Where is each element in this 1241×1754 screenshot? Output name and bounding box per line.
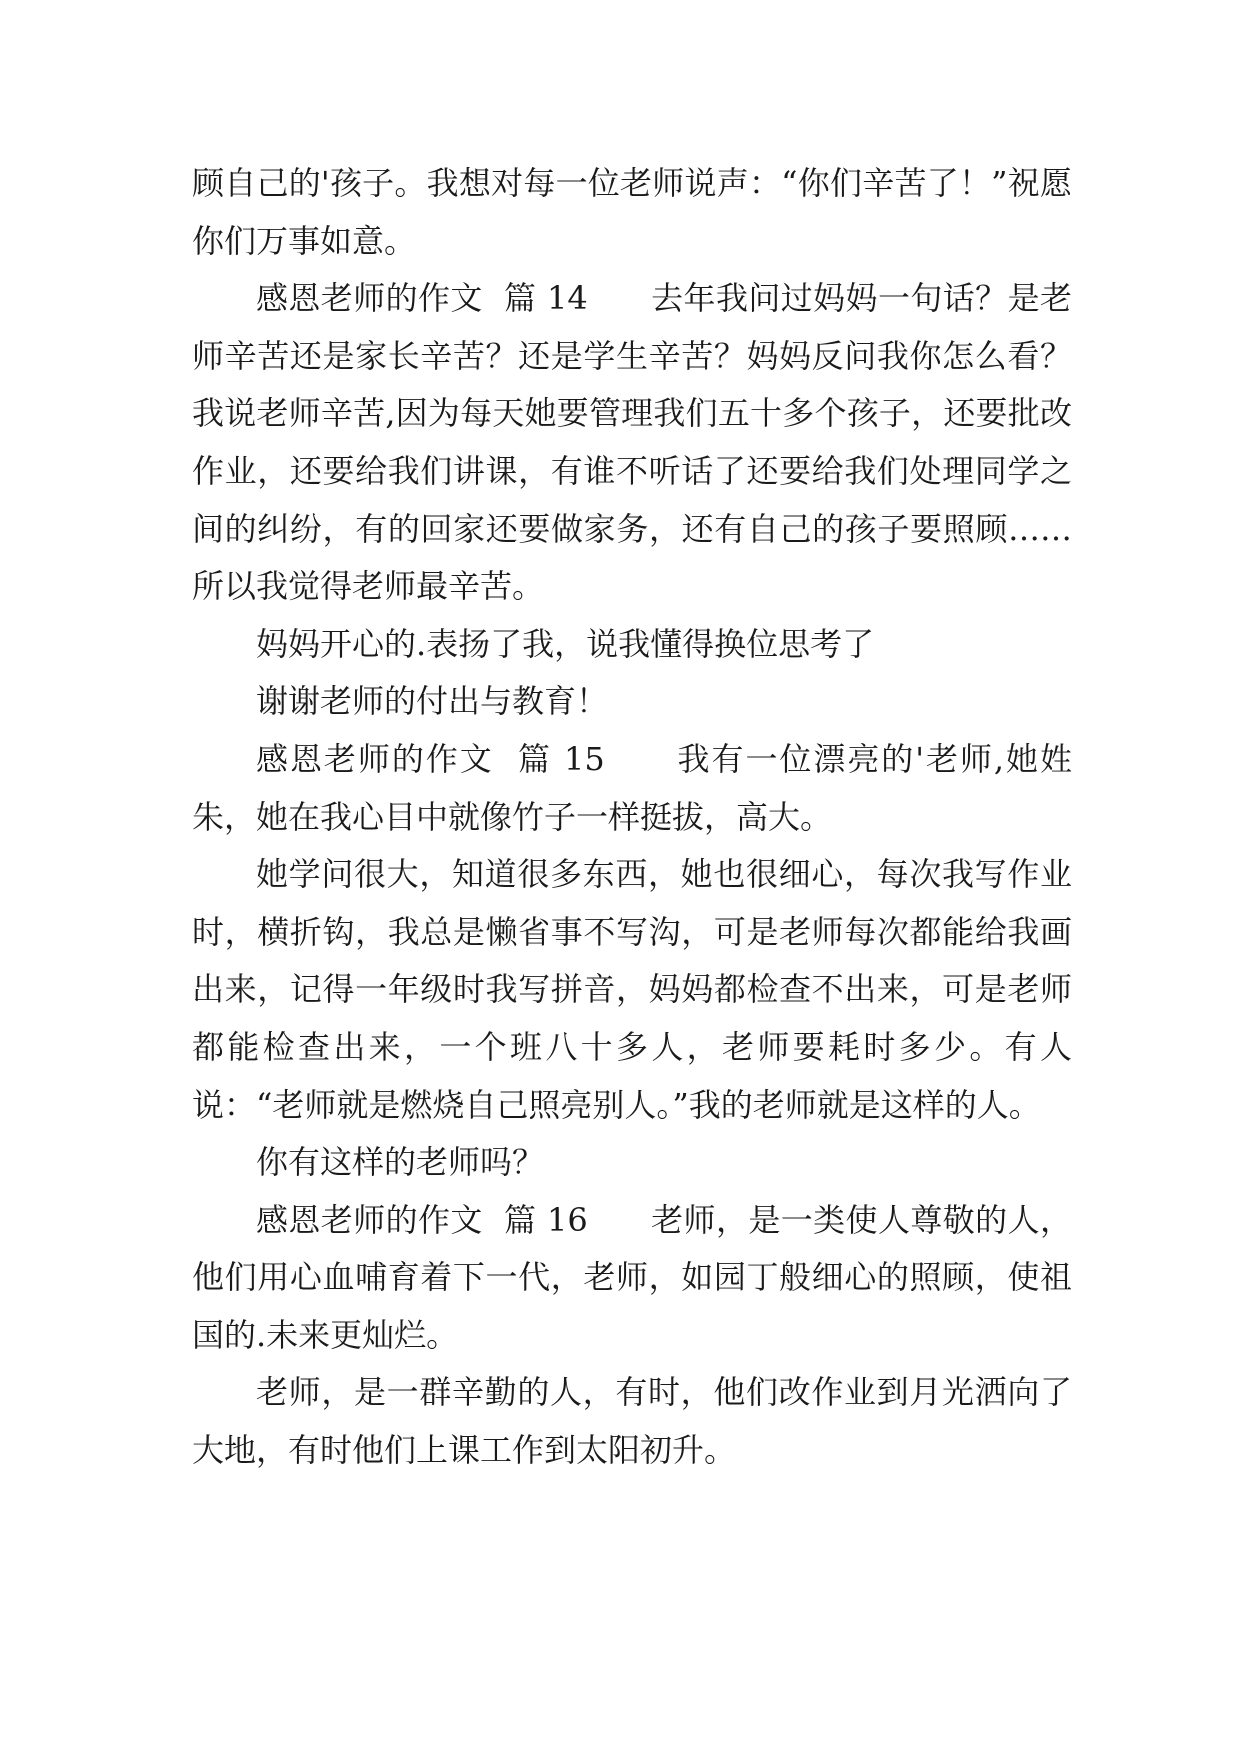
paragraph: 妈妈开心的.表扬了我，说我懂得换位思考了 [256, 624, 875, 663]
paragraph: 感恩老师的作文 篇 15 我有一位漂亮的'老师,她姓朱，她在我心目中就像竹子一样挺拔，高大。 [192, 739, 1072, 836]
paragraph: 她学问很大，知道很多东西，她也很细心，每次我写作业时，横折钩，我总是懒省事不写沟，可是老师每次都能给我画出来，记得一年级时我写拼音，妈妈都检查不出来，可是老师都能检查出来，一个班八十多人，老师要耗时多少。有人说：“老师就是燃烧自己照亮别人。”我的老师就是这样的人。 [192, 855, 1072, 1124]
paragraph: 老师，是一群辛勤的人，有时，他们改作业到月光洒向了大地，有时他们上课工作到太阳初升。 [192, 1373, 1072, 1470]
paragraph: 谢谢老师的付出与教育！ [256, 682, 609, 721]
paragraph: 感恩老师的作文 篇 16 老师，是一类使人尊敬的人，他们用心血哺育着下一代，老师，如园丁般细心的照顾，使祖国的.未来更灿烂。 [192, 1200, 1072, 1354]
paragraph: 顾自己的'孩子。我想对每一位老师说声：“你们辛苦了！”祝愿你们万事如意。 [192, 164, 1072, 260]
paragraph: 你有这样的老师吗？ [256, 1143, 545, 1182]
paragraph: 感恩老师的作文 篇 14 去年我问过妈妈一句话？是老师辛苦还是家长辛苦？还是学生辛苦？妈妈反问我你怎么看？我说老师辛苦,因为每天她要管理我们五十多个孩子，还要批改作业，还要给我们讲课，有谁不听话了还要给我们处理同学之间的纠纷，有的回家还要做家务，还有自己的孩子要照顾……所以我觉得老师最辛苦。 [192, 279, 1072, 606]
essay-body [192, 155, 1072, 1480]
